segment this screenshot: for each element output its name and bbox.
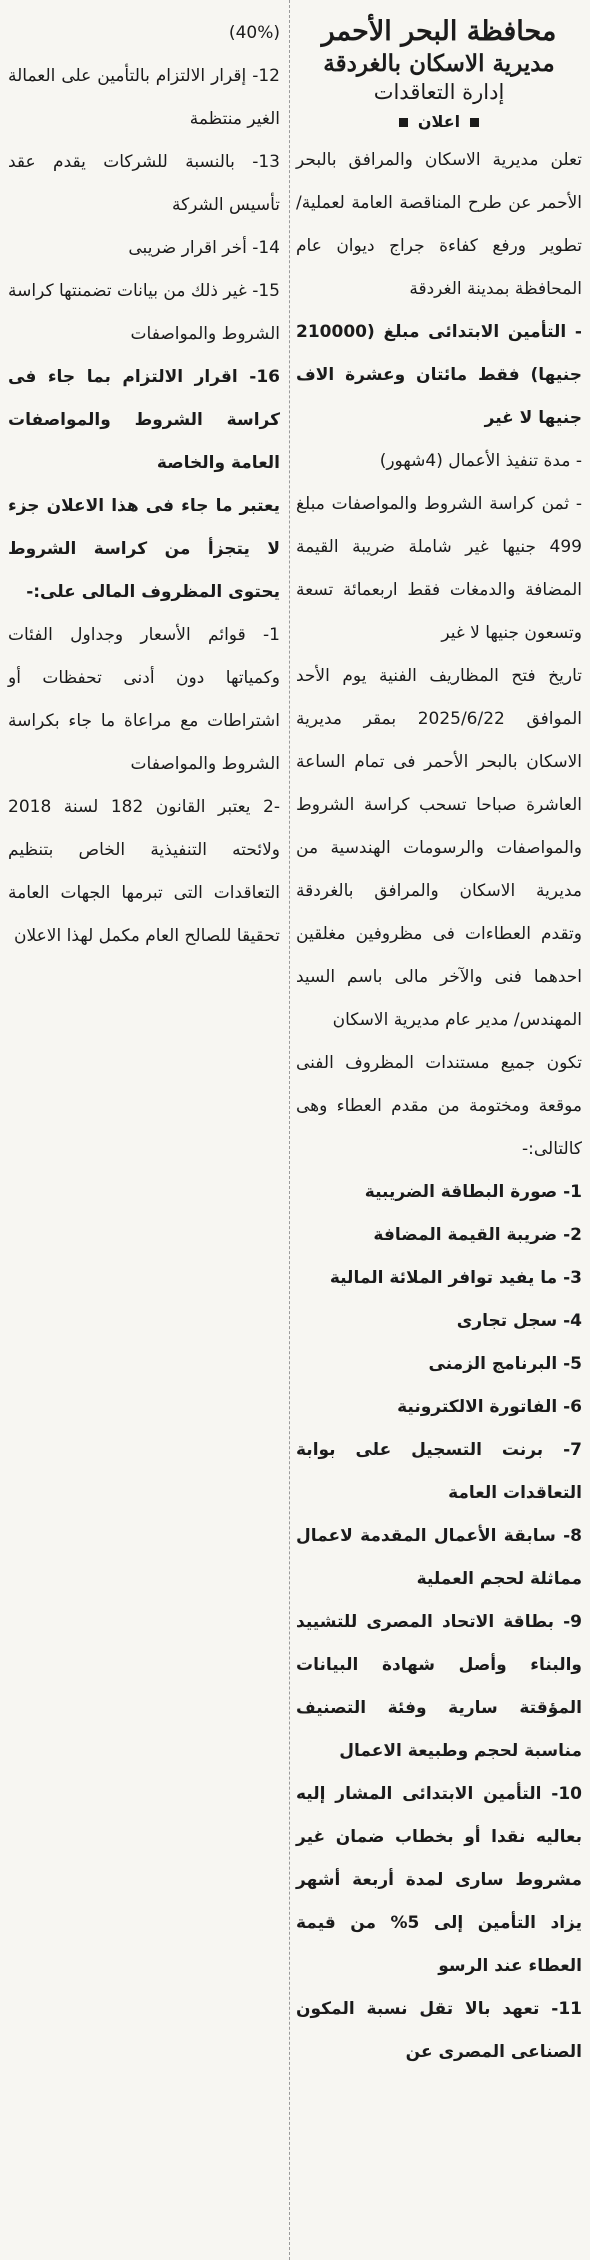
- announcement-paragraph: تعلن مديرية الاسكان والمرافق بالبحر الأحمر عن طرح المناقصة العامة لعملية/ تطوير ورفع كفاءة جراج ديوان عام المحافظة بمدينة الغردقة: [296, 150, 582, 300]
- announcement-right-column: [290, 0, 590, 2074]
- department-title: إدارة التعاقدات: [373, 79, 505, 104]
- governorate-title: محافظة البحر الأحمر: [321, 16, 557, 47]
- column-divider: [289, 0, 290, 2260]
- announcement-tag: [296, 112, 582, 131]
- announcement-paragraph: 13- بالنسبة للشركات يقدم عقد تأسيس الشركة: [8, 152, 280, 215]
- announcement-paragraph: 1- قوائم الأسعار وجداول الفئات وكمياتها دون أدنى تحفظات أو اشتراطات مع مراعاة ما جاء بكراسة الشروط والمواصفات: [8, 625, 280, 774]
- announcement-paragraph: 3- ما يفيد توافر الملائة المالية: [329, 1268, 582, 1289]
- announcement-paragraph: 12- إقرار الالتزام بالتأمين على العمالة الغير منتظمة: [8, 66, 280, 129]
- announcement-paragraph: 2- ضريبة القيمة المضافة: [373, 1225, 582, 1246]
- square-bullet-icon: [470, 118, 479, 127]
- announcement-paragraph: 6- الفاتورة الالكترونية: [397, 1397, 582, 1418]
- announcement-paragraph: 4- سجل تجارى: [456, 1311, 582, 1332]
- announcement-paragraph: - التأمين الابتدائى مبلغ (210000 جنيها) فقط مائتان وعشرة الاف جنيها لا غير: [296, 322, 582, 429]
- announcement-paragraph: 8- سابقة الأعمال المقدمة لاعمال مماثلة لحجم العملية: [296, 1526, 582, 1590]
- announcement-paragraph: - مدة تنفيذ الأعمال (4شهور): [379, 451, 582, 472]
- announcement-paragraph: 9- بطاقة الاتحاد المصرى للتشييد والبناء وأصل شهادة البيانات المؤقتة سارية وفئة التصنيف مناسبة لحجم وطبيعة الاعمال: [296, 1612, 582, 1762]
- announcement-paragraph: 5- البرنامج الزمنى: [428, 1354, 582, 1375]
- announcement-paragraph: (40%): [228, 23, 280, 43]
- announcement-paragraph: 7- برنت التسجيل على بوابة التعاقدات العامة: [296, 1440, 582, 1504]
- directorate-title: مديرية الاسكان بالغردقة: [323, 50, 555, 78]
- announcement-paragraph: 11- تعهد بالا تقل نسبة المكون الصناعى المصرى عن: [296, 1999, 582, 2063]
- announcement-paragraph: -2 يعتبر القانون 182 لسنة 2018 ولائحته التنفيذية الخاص بتنظيم التعاقدات التى تبرمها الجهات العامة تحقيقا للصالح العام مكمل لهذا الاعلان: [8, 797, 280, 946]
- announcement-paragraph: 16- اقرار الالتزام بما جاء فى كراسة الشروط والمواصفات العامة والخاصة: [8, 367, 280, 473]
- left-column-body: [8, 12, 280, 958]
- announcement-paragraph: تكون جميع مستندات المظروف الفنى موقعة ومختومة من مقدم العطاء وهى كالتالى:-: [296, 1053, 582, 1160]
- announcement-left-column: [0, 0, 286, 958]
- announcement-paragraph: 10- التأمين الابتدائى المشار إليه بعاليه نقدا أو بخطاب ضمان غير مشروط سارى لمدة أربعة أشهر يزاد التأمين إلى 5% من قيمة العطاء عند الرسو: [296, 1784, 582, 1977]
- announcement-paragraph: 14- أخر اقرار ضريبى: [128, 238, 280, 258]
- square-bullet-icon: [399, 118, 408, 127]
- announcement-paragraph: 1- صورة البطاقة الضريبية: [364, 1182, 582, 1203]
- right-column-body: [296, 139, 582, 2074]
- announcement-label: اعلان: [417, 112, 461, 132]
- announcement-paragraph: تاريخ فتح المظاريف الفنية يوم الأحد الموافق 2025/6/22 بمقر مديرية الاسكان بالبحر الأحمر فى تمام الساعة العاشرة صباحا تسحب كراسة الشروط والمواصفات والرسومات الهندسية من مديرية الاسكان والمرافق بالغردقة وتقدم العطاءات فى مظروفين مغلقين احدهما فنى والآخر مالى باسم السيد المهندس/ مدير عام مديرية الاسكان: [296, 666, 582, 1031]
- announcement-paragraph: 15- غير ذلك من بيانات تضمنتها كراسة الشروط والمواصفات: [8, 281, 280, 344]
- announcement-paragraph: يعتبر ما جاء فى هذا الاعلان جزء لا يتجزأ من كراسة الشروط يحتوى المظروف المالى على:-: [8, 496, 280, 602]
- announcement-paragraph: - ثمن كراسة الشروط والمواصفات مبلغ 499 جنيها غير شاملة ضريبة القيمة المضافة والدمغات فقط اربعمائة تسعة وتسعون جنيها لا غير: [296, 494, 582, 644]
